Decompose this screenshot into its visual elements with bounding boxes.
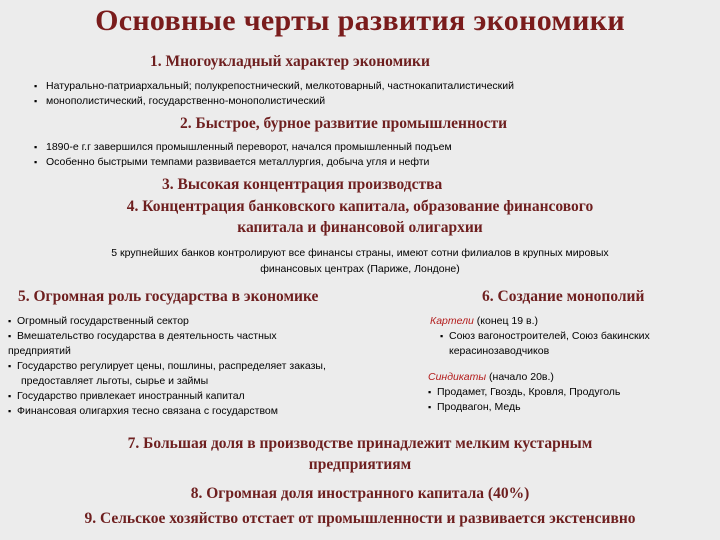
bullet-icon: ▪ [8, 331, 12, 341]
bullet-icon: ▪ [34, 81, 38, 91]
bullet-icon: ▪ [8, 406, 12, 416]
section-2-list [34, 140, 452, 170]
list-item: ▪ 1890-е г.г завершился промышленный переворот, начался промышленный подъем [34, 141, 452, 153]
section-6-sindikat: Синдикаты (начало 20в.) ▪ Продамет, Гвоздь, Кровля, Продуголь ▪ Продвагон, Медь [428, 371, 621, 413]
section-5-heading: 5. Огромная роль государства в экономике [18, 288, 319, 305]
bullet-icon: ▪ [34, 96, 38, 106]
list-item: ▪ Союз вагоностроителей, Союз бакинских [440, 330, 650, 342]
section-1-heading: 1. Многоукладный характер экономики [150, 53, 430, 70]
list-item-continuation: предоставляет льготы, сырье и займы [21, 375, 209, 387]
section-1-list [34, 79, 514, 109]
section-6-kartel: Картели (конец 19 в.) ▪ Союз вагоностроителей, Союз бакинских керасинозаводчиков [430, 315, 650, 357]
list-item-continuation: предприятий [8, 345, 71, 357]
list-item-continuation: керасинозаводчиков [449, 345, 550, 357]
section-4-text-line2: финансовых центрах (Париже, Лондоне) [260, 263, 460, 275]
bullet-icon: ▪ [428, 387, 432, 397]
bullet-icon: ▪ [34, 142, 38, 152]
list-item: ▪ Продвагон, Медь [428, 401, 521, 413]
section-7-heading-line1: 7. Большая доля в производстве принадлежит мелким кустарным [127, 435, 593, 452]
kartel-term: Картели [430, 315, 474, 327]
list-item: ▪ монополистический, государственно-монополистический [34, 95, 326, 107]
list-item: ▪ Финансовая олигархия тесно связана с государством [8, 405, 278, 417]
section-7-heading-line2: предприятиям [308, 456, 412, 473]
bullet-icon: ▪ [34, 157, 38, 167]
list-item: ▪ Огромный государственный сектор [8, 315, 189, 327]
bullet-icon: ▪ [8, 361, 12, 371]
list-item: ▪ Продамет, Гвоздь, Кровля, Продуголь [428, 386, 621, 398]
section-4-text-line1: 5 крупнейших банков контролируют все финансы страны, имеют сотни филиалов в крупных мировых [111, 247, 609, 259]
bullet-icon: ▪ [428, 402, 432, 412]
list-item: ▪ Натурально-патриархальный; полукрепостнический, мелкотоварный, частнокапиталистический [34, 80, 514, 92]
bullet-icon: ▪ [8, 391, 12, 401]
section-4-heading-line1: 4. Концентрация банковского капитала, образование финансового [126, 198, 594, 215]
list-item: ▪ Государство регулирует цены, пошлины, распределяет заказы, [8, 360, 326, 372]
section-2-heading: 2. Быстрое, бурное развитие промышленности [180, 115, 508, 132]
section-8-heading: 8. Огромная доля иностранного капитала (40%) [190, 485, 530, 502]
list-item: ▪ Государство привлекает иностранный капитал [8, 390, 245, 402]
bullet-icon: ▪ [440, 331, 444, 341]
page-title: Основные черты развития экономики [95, 4, 625, 37]
section-9-heading: 9. Сельское хозяйство отстает от промышленности и развивается экстенсивно [84, 510, 636, 527]
section-5-list [8, 314, 326, 419]
section-3-heading: 3. Высокая концентрация производства [162, 176, 443, 193]
section-4-heading-line2: капитала и финансовой олигархии [237, 219, 483, 236]
section-6-heading: 6. Создание монополий [482, 288, 645, 305]
bullet-icon: ▪ [8, 316, 12, 326]
sindikat-term: Синдикаты [428, 371, 487, 383]
list-item: ▪ Особенно быстрыми темпами развивается металлургия, добыча угля и нефти [34, 156, 430, 168]
list-item: ▪ Вмешательство государства в деятельность частных [8, 330, 277, 342]
